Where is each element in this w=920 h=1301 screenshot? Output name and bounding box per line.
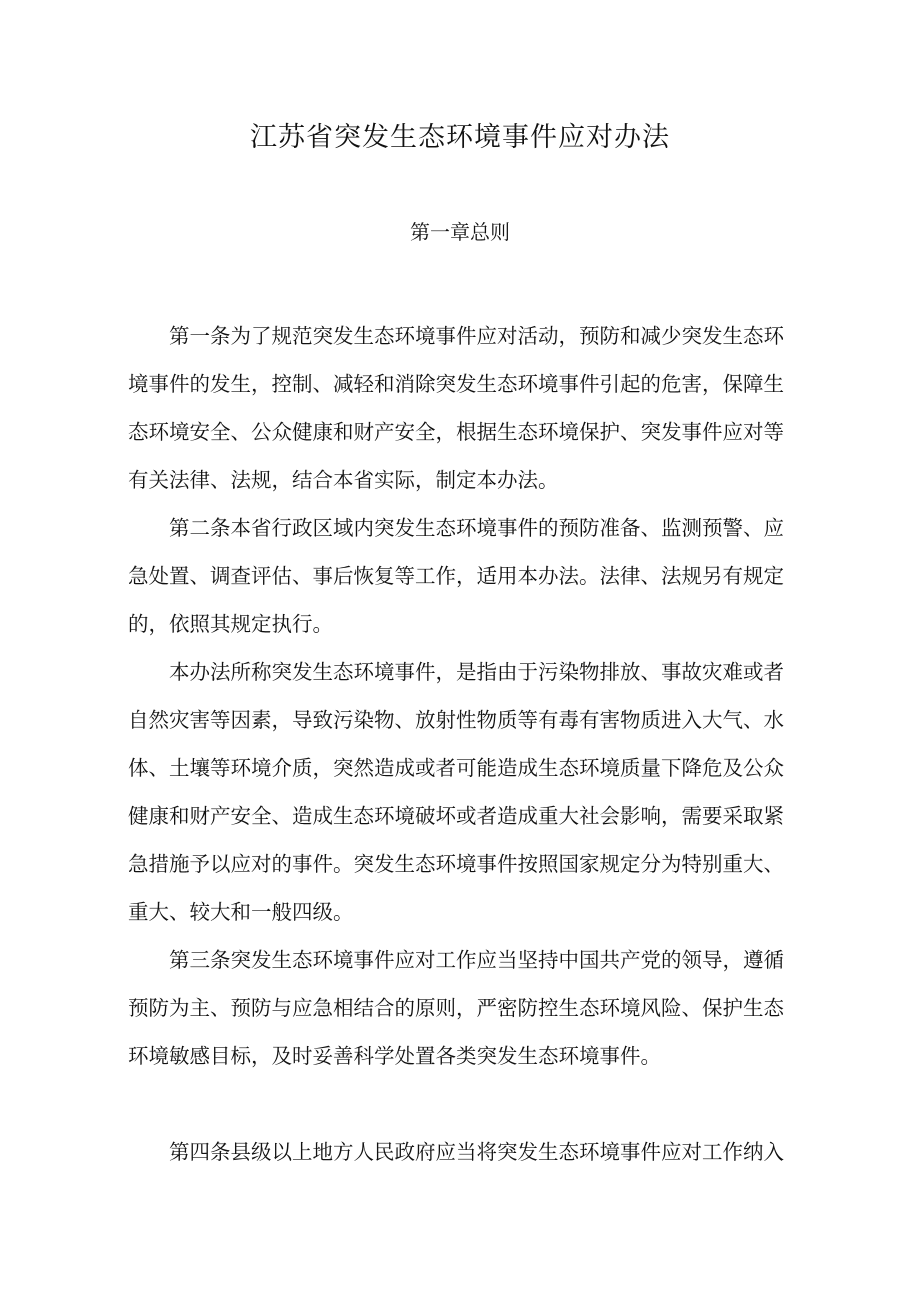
- article-4-paragraph: 第四条县级以上地方人民政府应当将突发生态环境事件应对工作纳入: [169, 1140, 784, 1164]
- article-3-paragraph: 第三条突发生态环境事件应对工作应当坚持中国共产党的领导，遵循预防为主、预防与应急相结合的原则，严密防控生态环境风险、保护生态环境敏感目标，及时妥善科学处置各类突发生态环境事件。: [128, 948, 784, 1068]
- document-title: 江苏省突发生态环境事件应对办法: [250, 122, 670, 153]
- definition-paragraph: 本办法所称突发生态环境事件，是指由于污染物排放、事故灾难或者自然灾害等因素，导致污染物、放射性物质等有毒有害物质进入大气、水体、土壤等环境介质，突然造成或者可能造成生态环境质量下降危及公众健康和财产安全、造成生态环境破坏或者造成重大社会影响，需要采取紧急措施予以应对的事件。突发生态环境事件按照国家规定分为特别重大、重大、较大和一般四级。: [128, 660, 784, 924]
- chapter-title: 第一章总则: [410, 220, 510, 244]
- article-2-paragraph: 第二条本省行政区域内突发生态环境事件的预防准备、监测预警、应急处置、调查评估、事后恢复等工作，适用本办法。法律、法规另有规定的，依照其规定执行。: [128, 516, 784, 636]
- article-1-paragraph: 第一条为了规范突发生态环境事件应对活动，预防和减少突发生态环境事件的发生，控制、减轻和消除突发生态环境事件引起的危害，保障生态环境安全、公众健康和财产安全，根据生态环境保护、突发事件应对等有关法律、法规，结合本省实际，制定本办法。: [128, 324, 784, 492]
